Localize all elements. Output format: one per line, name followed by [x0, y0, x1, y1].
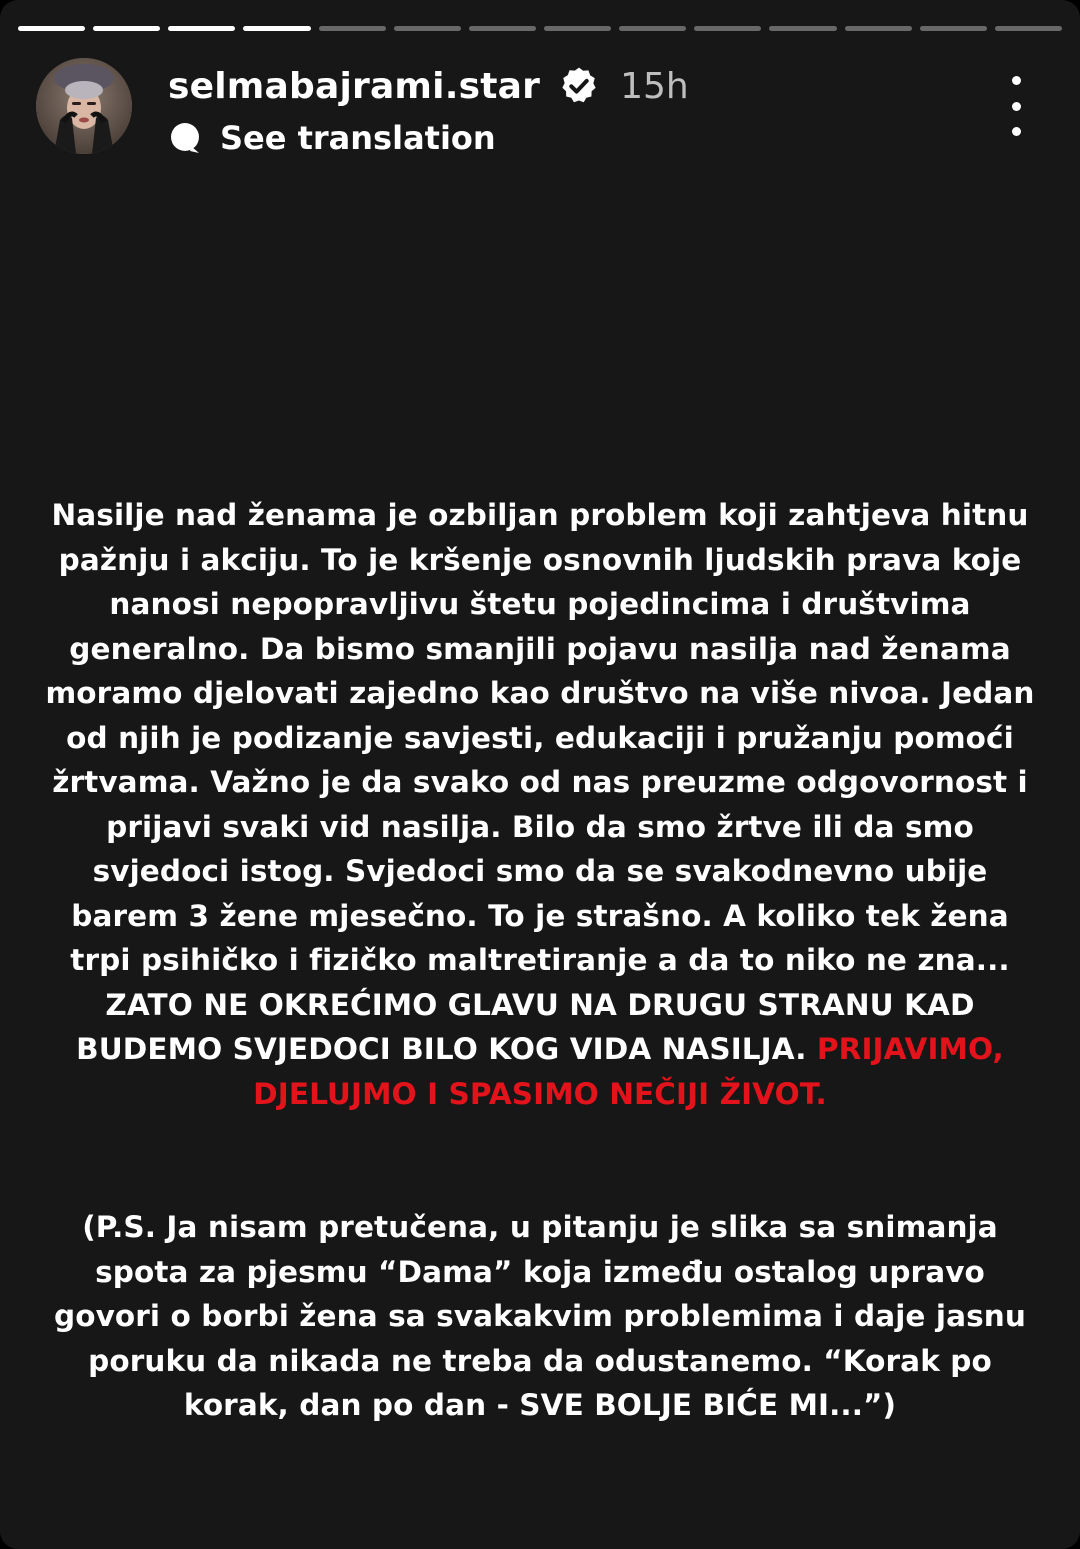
see-translation-label: See translation	[220, 119, 496, 157]
progress-segment	[469, 26, 536, 31]
progress-segment	[544, 26, 611, 31]
progress-segment	[18, 26, 85, 31]
progress-segment	[694, 26, 761, 31]
profile-avatar[interactable]	[36, 58, 132, 154]
story-header	[36, 58, 1046, 158]
progress-segment	[319, 26, 386, 31]
username[interactable]: selmabajrami.star	[168, 65, 541, 107]
story-ps-text: (P.S. Ja nisam pretučena, u pitanju je slika sa snimanja spota za pjesmu “Dama” koja između ostalog upravo govori o borbi žena sa svakakvim problemima i daje jasnu poruku da nikada ne treba da odustanemo. “Korak po korak, dan po dan - SVE BOLJE BIĆE MI...”)	[54, 1210, 1026, 1422]
progress-segment	[243, 26, 310, 31]
progress-segment	[769, 26, 836, 31]
progress-segment	[845, 26, 912, 31]
progress-segment	[619, 26, 686, 31]
post-time: 15h	[620, 65, 689, 107]
user-line	[168, 62, 689, 110]
more-options-button[interactable]	[996, 76, 1036, 136]
more-vertical-icon	[1012, 76, 1021, 85]
progress-segment	[995, 26, 1062, 31]
progress-segment	[93, 26, 160, 31]
translate-icon	[168, 121, 202, 155]
progress-segment	[394, 26, 461, 31]
story-main-text	[40, 493, 1040, 1116]
progress-segment	[168, 26, 235, 31]
more-dot	[1012, 127, 1021, 136]
story-progress-bar	[18, 26, 1062, 31]
more-dot	[1012, 102, 1021, 111]
avatar-photo	[36, 58, 132, 154]
progress-segment	[920, 26, 987, 31]
see-translation-button[interactable]	[168, 116, 496, 160]
story-main-paragraph: Nasilje nad ženama je ozbiljan problem koji zahtjeva hitnu pažnju i akciju. To je kršenje osnovnih ljudskih prava koje nanosi nepopravljivu štetu pojedincima i društvima generalno. Da bismo smanjili pojavu nasilja nad ženama moramo djelovati zajedno kao društvo na više nivoa. Jedan od njih je podizanje savjesti, edukaciji i pružanju pomoći žrtvama. Važno je da svako od nas preuzme odgovornost i prijavi svaki vid nasilja. Bilo da smo žrtve ili da smo svjedoci istog. Svjedoci smo da se svakodnevno ubije barem 3 žene mjesečno. To je strašno. A koliko tek žena trpi psihičko i fizičko maltretiranje a da to niko ne zna... ZATO NE OKREĆIMO GLAVU NA DRUGU STRANU KAD BUDEMO SVJEDOCI BILO KOG VIDA NASILJA.	[45, 498, 1035, 1066]
verified-badge-icon	[558, 65, 600, 107]
story-highlight-text: PRIJAVIMO, DJELUJMO I SPASIMO NEČIJI ŽIVOT.	[253, 1032, 1004, 1111]
